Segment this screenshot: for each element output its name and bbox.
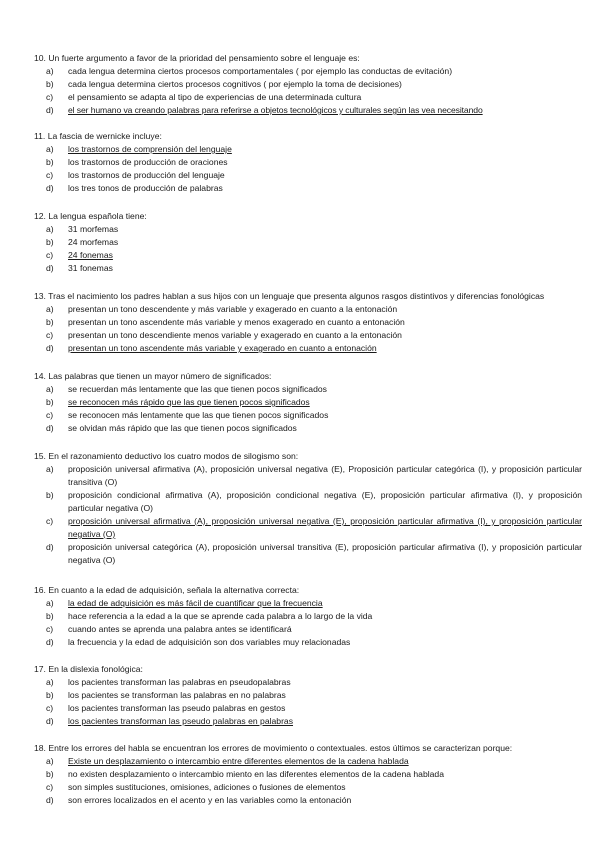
option-list [34,597,582,649]
option-text: los trastornos de producción de oraciones [68,157,228,167]
option-text: se reconocen más lentamente que las que tienen pocos significados [68,410,329,420]
question-11 [34,130,582,195]
option-text: los tres tonos de producción de palabras [68,183,223,193]
option-letter: b) [46,611,54,621]
option-letter: a) [46,598,54,608]
option-a [34,223,582,236]
option-letter: c) [46,703,54,713]
option-a-correct [34,597,582,610]
option-letter: a) [46,144,54,154]
option-text-underlined: el ser humano va creando palabras para referirse a objetos tecnológicos y culturales según las vea necesitando [68,105,483,115]
option-letter: d) [46,343,54,353]
option-letter: b) [46,690,54,700]
option-list [34,676,582,728]
question-text: 14. Las palabras que tienen un mayor número de significados: [34,371,272,381]
question-text: 11. La fascia de wernicke incluye: [34,131,162,141]
option-b-correct [34,396,582,409]
option-a [34,65,582,78]
question-14 [34,370,582,435]
option-d [34,541,582,567]
option-letter: b) [46,490,54,500]
option-letter: d) [46,183,54,193]
option-c [34,91,582,104]
option-d [34,794,582,807]
option-b [34,768,582,781]
option-c-correct [34,249,582,262]
option-text-underlined: la edad de adquisición es más fácil de cuantificar que la frecuencia [68,598,323,608]
option-letter: d) [46,263,54,273]
option-letter: a) [46,304,54,314]
option-list [34,223,582,275]
question-10 [34,52,582,117]
option-b [34,689,582,702]
option-letter: c) [46,170,54,180]
option-letter: b) [46,79,54,89]
option-text: cuando antes se aprenda una palabra antes se identificará [68,624,292,634]
question-12 [34,210,582,275]
option-letter: c) [46,624,54,634]
option-list [34,65,582,117]
option-text-underlined: 24 fonemas [68,250,113,260]
option-text: se olvidan más rápido que las que tienen pocos significados [68,423,297,433]
option-text-underlined: proposición universal afirmativa (A), proposición universal negativa (E), proposición particular afirmativa (I), y proposición particular negativa (O) [68,516,582,539]
option-text: 24 morfemas [68,237,119,247]
question-17 [34,663,582,728]
question-text: 17. En la dislexia fonológica: [34,664,143,674]
question-text: 16. En cuanto a la edad de adquisición, señala la alternativa correcta: [34,585,300,595]
option-list [34,303,582,355]
option-d-correct [34,342,582,355]
option-a-correct [34,143,582,156]
question-text: 15. En el razonamiento deductivo los cuatro modos de silogismo son: [34,451,299,461]
option-letter: c) [46,516,54,526]
question-18 [34,742,582,807]
option-letter: d) [46,423,54,433]
option-b [34,610,582,623]
option-d [34,182,582,195]
option-c-correct [34,515,582,541]
option-letter: c) [46,410,54,420]
option-text: presentan un tono ascendente más variable y menos exagerado en cuanto a entonación [68,317,405,327]
question-text: 12. La lengua española tiene: [34,211,147,221]
option-text-underlined: presentan un tono ascendente más variable y exagerado en cuanto a entonación [68,343,377,353]
option-text: el pensamiento se adapta al tipo de experiencias de una determinada cultura [68,92,362,102]
option-list [34,755,582,807]
option-text: no existen desplazamiento o intercambio miento en las diferentes elementos de la cadena hablada [68,769,444,779]
option-text: proposición universal afirmativa (A), proposición universal negativa (E), Proposición particular categórica (I), y proposición particular transitiva (O) [68,464,582,487]
option-text: presentan un tono descendente y más variable y exagerado en cuanto a la entonación [68,304,398,314]
question-text: 10. Un fuerte argumento a favor de la prioridad del pensamiento sobre el lenguaje es: [34,53,360,63]
option-c [34,781,582,794]
option-c [34,623,582,636]
option-letter: a) [46,464,54,474]
option-b [34,78,582,91]
option-d-correct [34,715,582,728]
option-text-underlined: Existe un desplazamiento o intercambio entre diferentes elementos de la cadena hablada [68,756,409,766]
option-a [34,303,582,316]
option-letter: a) [46,384,54,394]
option-b [34,489,582,515]
option-c [34,329,582,342]
option-a [34,676,582,689]
option-letter: d) [46,542,54,552]
option-text: los pacientes transforman las palabras en pseudopalabras [68,677,291,687]
option-a [34,383,582,396]
option-letter: c) [46,92,54,102]
option-text: 31 fonemas [68,263,113,273]
option-text: 31 morfemas [68,224,119,234]
option-text: cada lengua determina ciertos procesos cognitivos ( por ejemplo la toma de decisiones) [68,79,402,89]
question-16 [34,584,582,649]
option-text: son simples sustituciones, omisiones, adiciones o fusiones de elementos [68,782,346,792]
option-d [34,262,582,275]
option-letter: d) [46,716,54,726]
option-text: los pacientes se transforman las palabras en no palabras [68,690,286,700]
option-letter: c) [46,250,54,260]
option-letter: b) [46,157,54,167]
option-list [34,463,582,567]
option-letter: b) [46,317,54,327]
option-text: los trastornos de producción del lenguaje [68,170,225,180]
option-text: se recuerdan más lentamente que las que tienen pocos significados [68,384,327,394]
option-list [34,383,582,435]
option-c [34,409,582,422]
option-d-correct [34,104,582,117]
option-letter: a) [46,756,54,766]
option-letter: d) [46,637,54,647]
option-c [34,702,582,715]
question-13 [34,290,582,355]
option-c [34,169,582,182]
option-text: proposición universal categórica (A), proposición universal transitiva (E), proposición particular afirmativa (I), y proposición particular negativa (O) [68,542,582,565]
option-text: la frecuencia y la edad de adquisición son dos variables muy relacionadas [68,637,351,647]
question-text: 18. Entre los errores del habla se encuentran los errores de movimiento o contextuales. estos últimos se caracterizan porque: [34,743,513,753]
option-text: hace referencia a la edad a la que se aprende cada palabra a lo largo de la vida [68,611,373,621]
question-text: 13. Tras el nacimiento los padres hablan a sus hijos con un lenguaje que presenta algunos rasgos distintivos y diferencias fonológicas [34,291,545,301]
option-text: son errores localizados en el acento y en las variables como la entonación [68,795,352,805]
option-a-correct [34,755,582,768]
option-letter: b) [46,769,54,779]
option-b [34,316,582,329]
option-letter: a) [46,66,54,76]
option-letter: c) [46,330,54,340]
option-letter: c) [46,782,54,792]
option-letter: d) [46,105,54,115]
option-text-underlined: los trastornos de comprensión del lenguaje [68,144,232,154]
option-b [34,156,582,169]
option-letter: a) [46,224,54,234]
option-text: proposición condicional afirmativa (A), proposición condicional negativa (E), proposición particular afirmativa (I), y proposición particular negativa (O) [68,490,582,513]
option-list [34,143,582,195]
option-letter: b) [46,397,54,407]
option-letter: b) [46,237,54,247]
option-b [34,236,582,249]
option-text: los pacientes transforman las pseudo palabras en gestos [68,703,286,713]
option-d [34,422,582,435]
option-letter: a) [46,677,54,687]
option-text: presentan un tono descendiente menos variable y exagerado en cuanto a la entonación [68,330,402,340]
option-text-underlined: se reconocen más rápido que las que tienen pocos significados [68,397,310,407]
option-a [34,463,582,489]
option-text: cada lengua determina ciertos procesos comportamentales ( por ejemplo las conductas de evitación) [68,66,453,76]
option-text-underlined: los pacientes transforman las pseudo palabras en palabras [68,716,294,726]
option-d [34,636,582,649]
option-letter: d) [46,795,54,805]
question-15 [34,450,582,567]
